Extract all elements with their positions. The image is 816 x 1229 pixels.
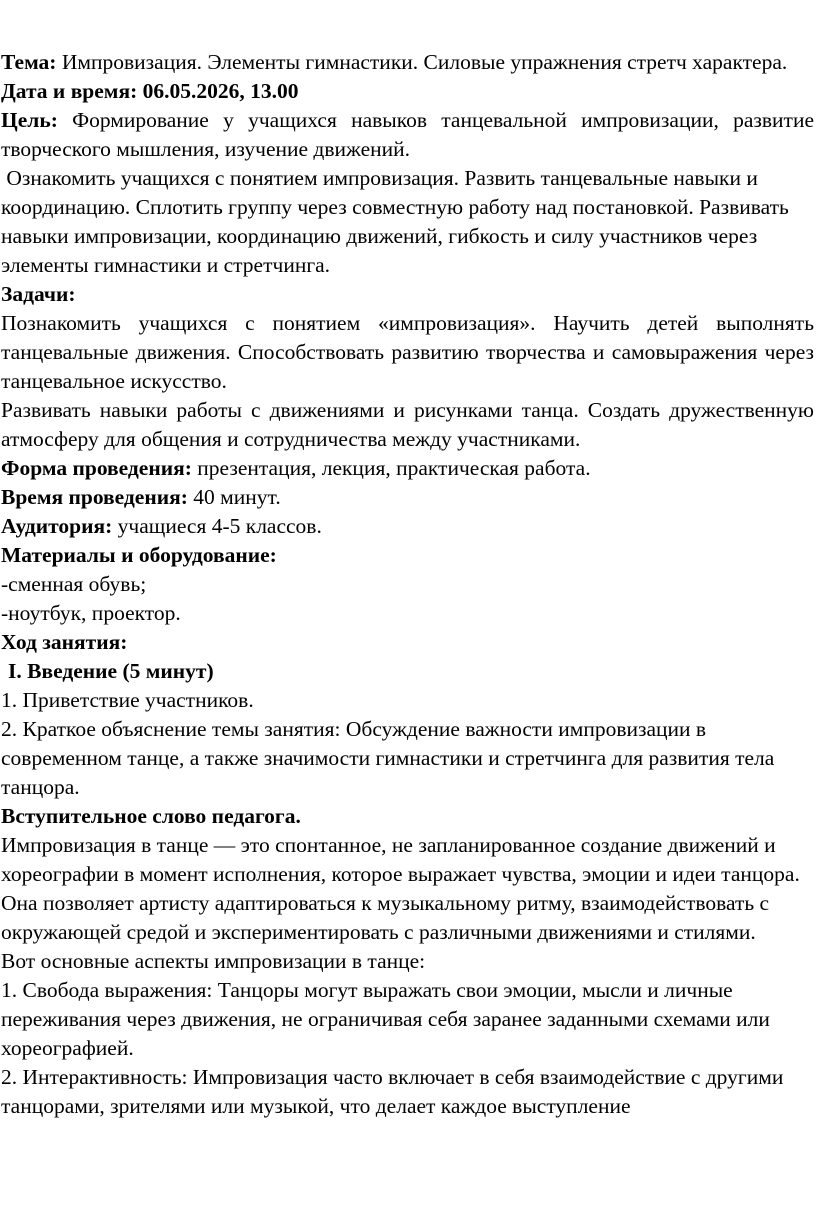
goal-extra: Ознакомить учащихся с понятием импровизация. Развить танцевальные навыки и координацию. Сплотить группу через совместную работу над постановкой. Развивать навыки импровизации, координацию движений, гибкость и силу участников через элементы гимнастики и стретчинга. [1, 166, 795, 277]
materials-heading-text: Материалы и оборудование: [1, 543, 277, 567]
section-1-heading-text: I. Введение (5 минут) [8, 659, 214, 683]
goal-text: Формирование у учащихся навыков танцевальной импровизации, развитие творческого мышления, изучение движений. [1, 108, 814, 161]
topic-label: Тема: [1, 50, 57, 74]
tasks-paragraph-2: Развивать навыки работы с движениями и рисунками танца. Создать дружественную атмосферу для общения и сотрудничества между участниками. [1, 398, 814, 451]
aspect-1: 1. Свобода выражения: Танцоры могут выражать свои эмоции, мысли и личные переживания через движения, не ограничивая себя заранее заданными схемами или хореографией. [1, 978, 770, 1060]
document-page [0, 48, 814, 1121]
aspects-intro: Вот основные аспекты импровизации в танце: [1, 949, 426, 973]
intro-paragraph: Импровизация в танце — это спонтанное, не запланированное создание движений и хореографии в момент исполнения, которое выражает чувства, эмоции и идеи танцора. Она позволяет артисту адаптироваться к музыкальному ритму, взаимодействовать с окружающей средой и экспериментировать с различными движениями и стилями. [1, 833, 800, 944]
form-text: презентация, лекция, практическая работа. [191, 456, 591, 480]
audience-line [0, 512, 814, 541]
duration-label: Время проведения: [1, 485, 188, 509]
lesson-step-1: 1. Приветствие участников. [1, 688, 254, 712]
intro-heading-text: Вступительное слово педагога. [1, 804, 301, 828]
audience-text: учащиеся 4-5 классов. [112, 514, 322, 538]
datetime-text: Дата и время: 06.05.2026, 13.00 [1, 79, 299, 103]
duration-text: 40 минут. [187, 485, 281, 509]
topic-text: Импровизация. Элементы гимнастики. Силовые упражнения стретч характера. [56, 50, 788, 74]
datetime-line [0, 77, 814, 106]
lesson-step-2: 2. Краткое объяснение темы занятия: Обсуждение важности импровизации в современном танце, а также значимости гимнастики и стретчинга для развития тела танцора. [1, 717, 775, 799]
intro-heading [0, 802, 814, 831]
tasks-paragraph-1: Познакомить учащихся с понятием «импровизация». Научить детей выполнять танцевальные движения. Способствовать развитию творчества и самовыражения через танцевальное искусство. [1, 311, 814, 393]
goal-line [0, 106, 814, 164]
duration-line [0, 483, 814, 512]
materials-item: -сменная обувь; [1, 572, 147, 596]
goal-label: Цель: [1, 108, 58, 132]
tasks-heading-text: Задачи: [1, 282, 76, 306]
topic-line [0, 48, 814, 77]
section-1-heading [0, 657, 814, 686]
lesson-heading [0, 628, 814, 657]
materials-item: -ноутбук, проектор. [1, 601, 181, 625]
aspect-2: 2. Интерактивность: Импровизация часто включает в себя взаимодействие с другими танцорами, зрителями или музыкой, что делает каждое выступление [1, 1065, 784, 1118]
tasks-heading [0, 280, 814, 309]
lesson-heading-text: Ход занятия: [1, 630, 128, 654]
materials-heading [0, 541, 814, 570]
form-line [0, 454, 814, 483]
form-label: Форма проведения: [1, 456, 192, 480]
audience-label: Аудитория: [1, 514, 113, 538]
